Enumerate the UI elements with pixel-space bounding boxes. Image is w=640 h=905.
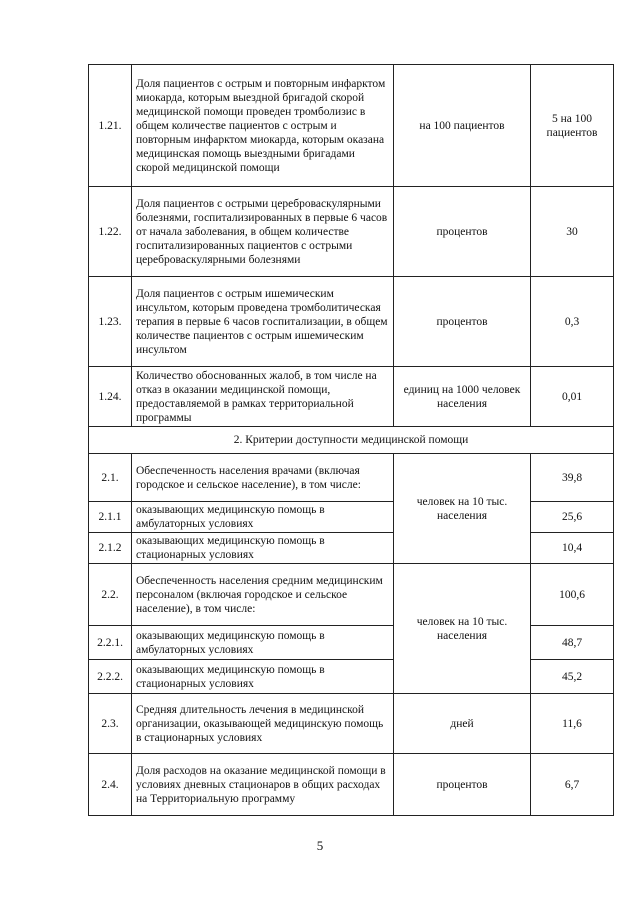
table-row [89,367,614,427]
row-description: оказывающих медицинскую помощь в амбулаторных условиях [132,626,394,660]
table-row [89,454,614,502]
row-description: Обеспеченность населения средним медицинским персоналом (включая городское и сельское население), в том числе: [132,564,394,626]
row-number: 2.1.2 [89,533,132,564]
row-number: 2.3. [89,694,132,754]
section-title: 2. Критерии доступности медицинской помощи [89,427,614,454]
row-description: Количество обоснованных жалоб, в том числе на отказ в оказании медицинской помощи, предоставляемой в рамках территориальной программы [132,367,394,427]
row-description: Доля расходов на оказание медицинской помощи в условиях дневных стационаров в общих расходах на Территориальную программу [132,754,394,816]
row-number: 1.22. [89,187,132,277]
row-description: Доля пациентов с острым и повторным инфарктом миокарда, которым выездной бригадой скорой медицинской помощи проведен тромболизис в общем количестве пациентов с острым и повторным инфарктом миокарда, которым оказана медицинская помощь выездными бригадами скорой медицинской помощи [132,65,394,187]
row-number: 2.1.1 [89,502,132,533]
table-row [89,694,614,754]
table-row [89,564,614,626]
table-row [89,660,614,694]
row-value: 5 на 100 пациентов [531,65,614,187]
row-unit: процентов [394,277,531,367]
section-header-row [89,427,614,454]
criteria-table [88,64,614,816]
row-value: 45,2 [531,660,614,694]
row-value: 30 [531,187,614,277]
group-unit: человек на 10 тыс. населения [394,564,531,694]
row-description: Обеспеченность населения врачами (включая городское и сельское население), в том числе: [132,454,394,502]
row-value: 100,6 [531,564,614,626]
row-description: Средняя длительность лечения в медицинской организации, оказывающей медицинскую помощь в стационарных условиях [132,694,394,754]
table-row [89,65,614,187]
row-number: 1.24. [89,367,132,427]
table-row [89,187,614,277]
row-number: 2.2.1. [89,626,132,660]
row-value: 10,4 [531,533,614,564]
table-row [89,502,614,533]
row-unit: единиц на 1000 человек населения [394,367,531,427]
group-unit: человек на 10 тыс. населения [394,454,531,564]
row-number: 2.1. [89,454,132,502]
row-value: 6,7 [531,754,614,816]
row-unit: процентов [394,754,531,816]
row-number: 1.21. [89,65,132,187]
row-value: 25,6 [531,502,614,533]
row-number: 2.2.2. [89,660,132,694]
row-description: оказывающих медицинскую помощь в амбулаторных условиях [132,502,394,533]
table-row [89,626,614,660]
row-value: 11,6 [531,694,614,754]
row-description: оказывающих медицинскую помощь в стационарных условиях [132,533,394,564]
table-row [89,277,614,367]
table-row [89,533,614,564]
page-number: 5 [316,838,324,853]
row-value: 0,3 [531,277,614,367]
row-description: оказывающих медицинскую помощь в стационарных условиях [132,660,394,694]
row-unit: на 100 пациентов [394,65,531,187]
row-unit: процентов [394,187,531,277]
row-unit: дней [394,694,531,754]
row-value: 48,7 [531,626,614,660]
row-description: Доля пациентов с острым ишемическим инсультом, которым проведена тромболитическая терапия в первые 6 часов госпитализации, в общем количестве пациентов с острым ишемическим инсультом [132,277,394,367]
row-number: 2.4. [89,754,132,816]
row-number: 1.23. [89,277,132,367]
table-row [89,754,614,816]
row-value: 0,01 [531,367,614,427]
row-description: Доля пациентов с острыми цереброваскулярными болезнями, госпитализированных в первые 6 часов от начала заболевания, в общем количестве госпитализированных пациентов с острыми цереброваскулярными болезнями [132,187,394,277]
row-value: 39,8 [531,454,614,502]
row-number: 2.2. [89,564,132,626]
